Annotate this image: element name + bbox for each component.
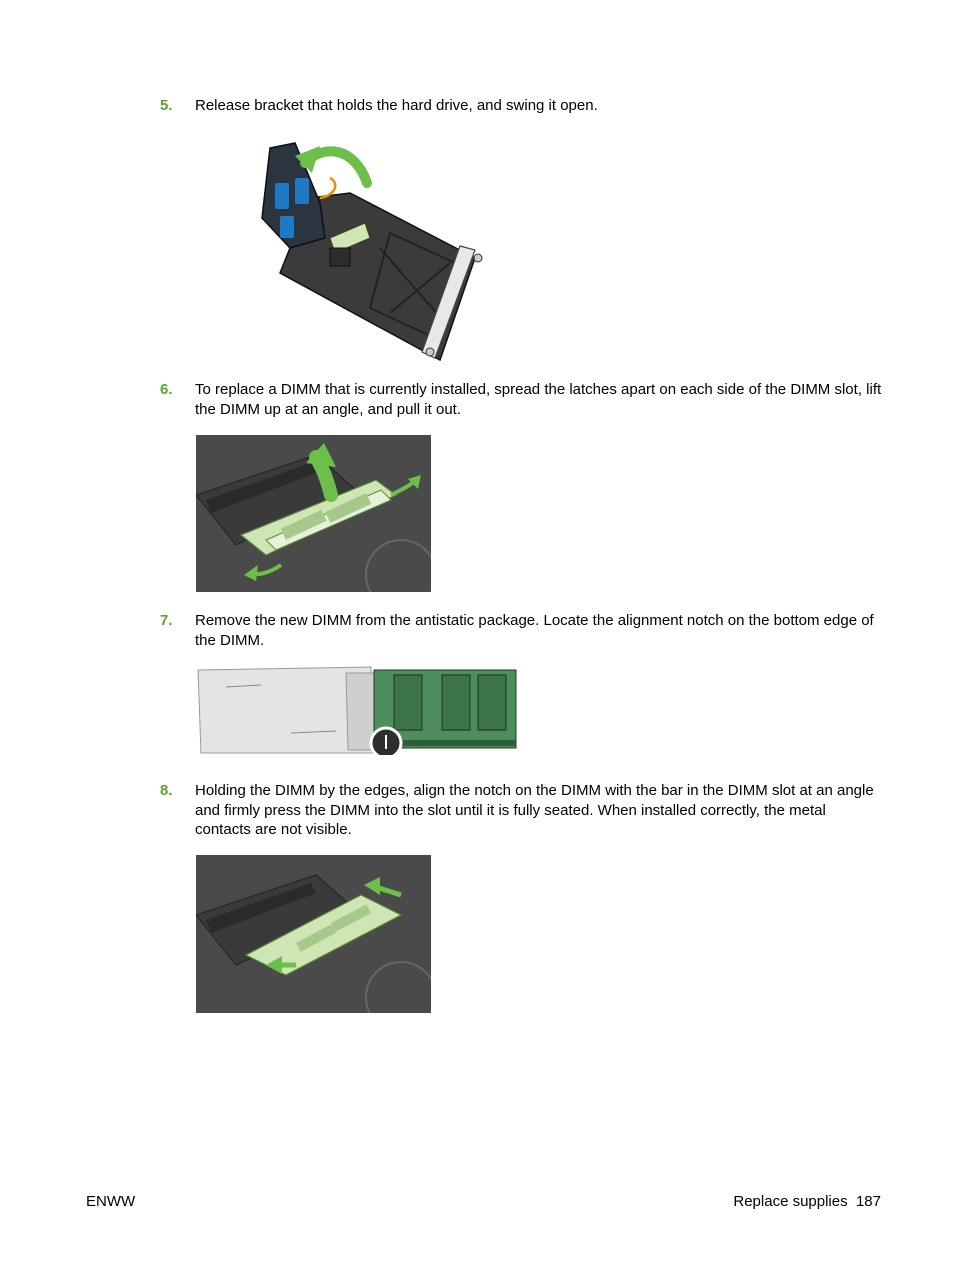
dimm-antistatic-package-illustration [196,665,518,755]
footer-left: ENWW [86,1193,136,1210]
step-text: Release bracket that holds the hard drive, and swing it open. [195,97,598,114]
page-number: 187 [855,1193,881,1210]
footer-section: Replace supplies [733,1193,848,1210]
hard-drive-bracket-illustration [250,138,495,363]
step-text: Holding the DIMM by the edges, align the notch on the DIMM with the bar in the DIMM slot at an angle and firmly press the DIMM into the slot until it is fully seated. When installed correctly, the metal contacts are not visible. [195,782,874,838]
step-number: 5. [160,97,173,114]
step-text: To replace a DIMM that is currently installed, spread the latches apart on each side of the DIMM slot, lift the DIMM up at an angle, and pull it out. [195,381,882,418]
step-7 [160,611,885,650]
step-number: 6. [160,381,173,398]
step-number: 8. [160,782,173,799]
footer-right [733,1193,881,1210]
step-5 [160,96,885,116]
step-8 [160,781,885,840]
step-6 [160,380,885,419]
remove-dimm-illustration [196,435,431,592]
step-number: 7. [160,612,173,629]
step-text: Remove the new DIMM from the antistatic package. Locate the alignment notch on the bottom edge of the DIMM. [195,612,874,649]
insert-dimm-illustration [196,855,431,1013]
